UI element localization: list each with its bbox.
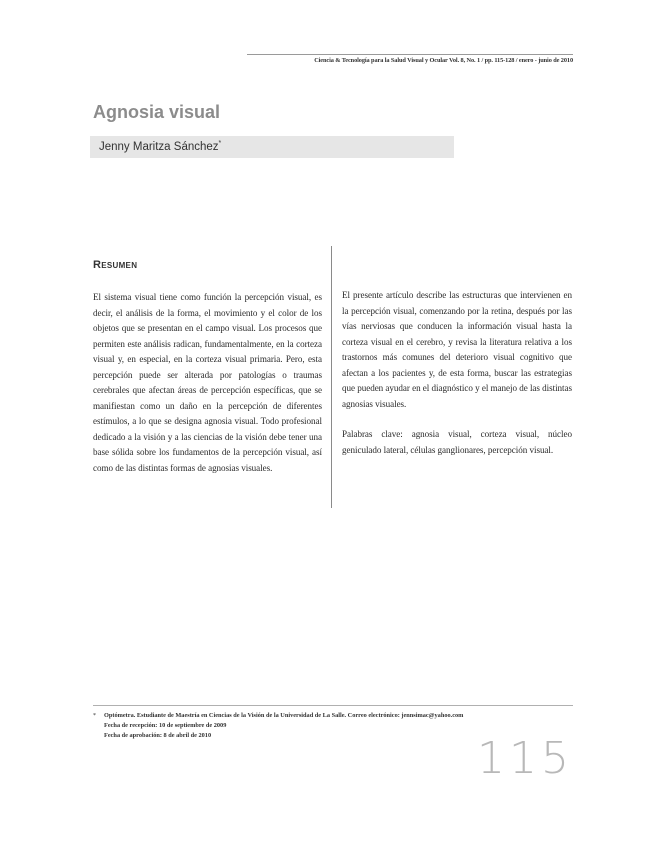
abstract-paragraph-2: El presente artículo describe las estructuras que intervienen en la percepción visual, comenzando por la retina, después por las vías nerviosas que conducen la información visual hasta la corteza visual en el cerebro, y revisa la literatura relativa a los trastornos más comunes del deterioro visual cognitivo que afectan a los pacientes y, de esta forma, buscar las estrategias que pueden ayudar en el diagnóstico y el manejo de las distintas agnosias visuales. [342,290,572,409]
column-divider [331,246,332,508]
abstract-column-left [93,290,322,476]
author-name-text: Jenny Maritza Sánchez [99,140,219,153]
abstract-column-right [342,288,572,458]
author-bar [90,136,454,158]
keywords-label: Palabras clave: [342,429,403,439]
footnote-rule [93,705,573,706]
footnote-marker: * [93,713,96,719]
keywords-list: agnosia visual, corteza visual, núcleo geniculado lateral, células ganglionares, percepción visual. [342,429,572,455]
author-footnote-mark: * [218,140,222,147]
footnote-received: Fecha de recepción: 10 de septiembre de 2009 [104,722,227,729]
footnote-author-text: Optómetra. Estudiante de Maestría en Ciencias de la Visión de la Universidad de La Salle. Correo electrónico: jennsimac@yahoo.com [104,712,464,719]
abstract-paragraph-1: El sistema visual tiene como función la percepción visual, es decir, el análisis de la forma, el movimiento y el color de los objetos que se presentan en el campo visual. Los procesos que permiten este análisis radican, fundamentalmente, en la corteza visual y, en especial, en la corteza visual primaria. Pero, esta percepción puede ser alterada por patologías o traumas cerebrales que afectan áreas de percepción específicas, que se manifiestan como un daño en la percepción de diferentes estímulos, a lo que se designa agnosia visual. Todo profesional dedicado a la visión y a las ciencias de la visión debe tener una base sólida sobre los fundamentos de la percepción visual, así como de las distintas formas de agnosias visuales. [93,292,322,473]
author-name [99,140,221,153]
abstract-heading: Resumen [93,259,138,271]
footnote-approved: Fecha de aprobación: 8 de abril de 2010 [104,732,212,739]
footnote-author [93,711,573,721]
running-header: Ciencia & Tecnología para la Salud Visual y Ocular Vol. 8, No. 1 / pp. 115-128 / enero - junio de 2010 [314,57,573,64]
page-number: 115 [477,733,573,784]
keywords [342,427,572,458]
header-rule [247,54,573,55]
article-title: Agnosia visual [93,102,221,122]
